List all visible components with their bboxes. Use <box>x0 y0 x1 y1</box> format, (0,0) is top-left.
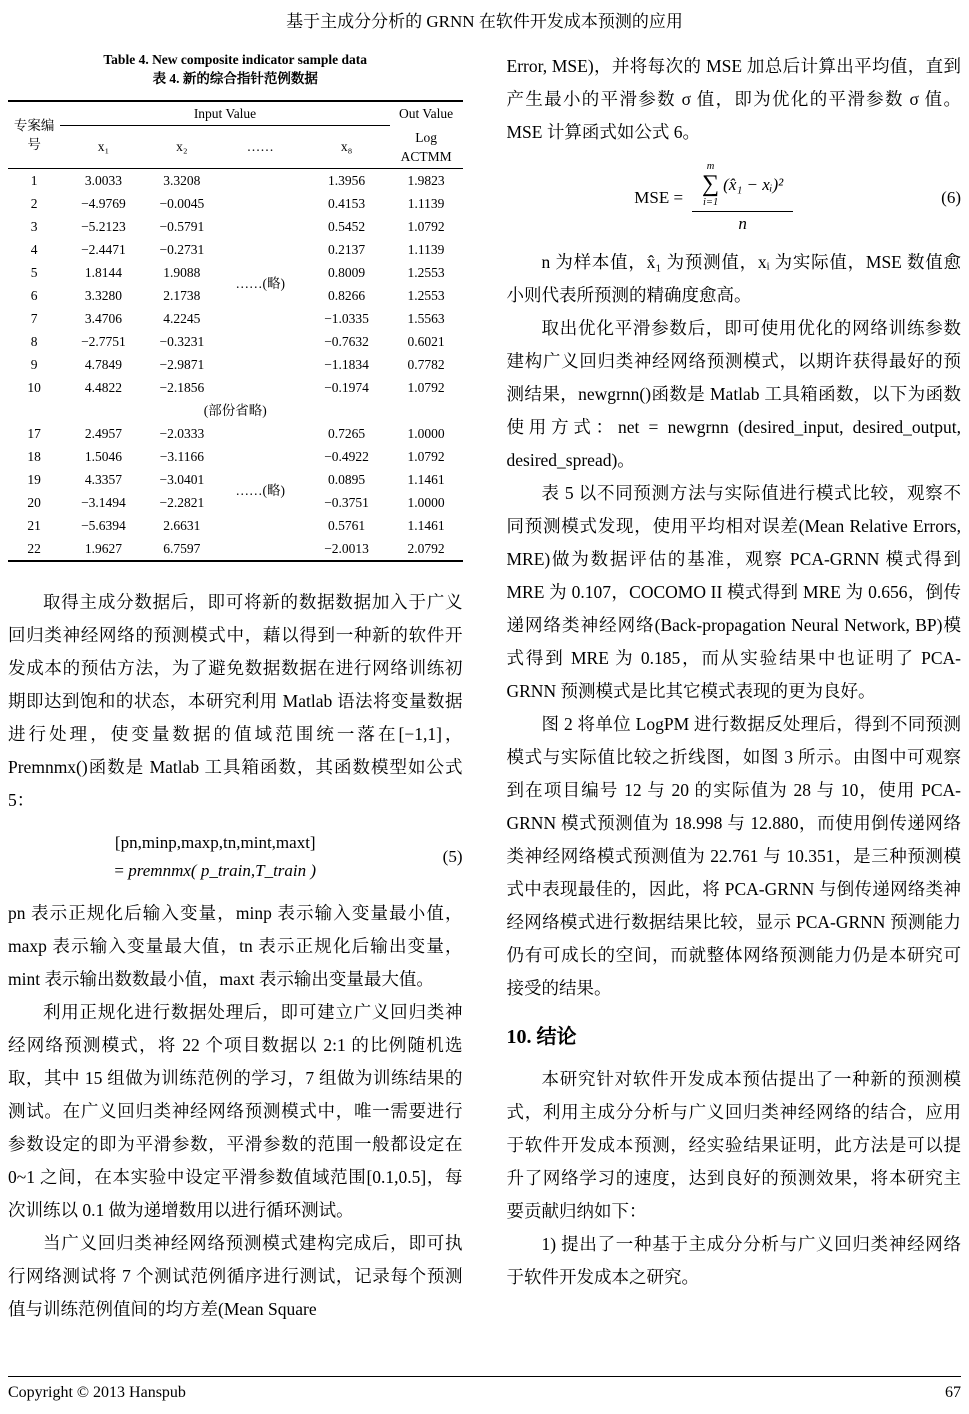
columns-omitted-cell: ……(略) <box>235 483 285 498</box>
paragraph-premnmx-vars: pn 表示正规化后输入变量，minp 表示输入变量最小值，maxp 表示输入变量最大值，tn 表示正规化后输出变量，mint 表示输出数数最小值，maxt 表示输出变量最大值。 <box>8 902 463 989</box>
x2-cell: 1.9088 <box>163 264 201 280</box>
table4 <box>8 100 463 562</box>
x8-cell: −1.1834 <box>324 356 369 372</box>
x1-cell: 1.9627 <box>84 540 122 556</box>
x2-cell: −2.0333 <box>159 425 205 441</box>
case-id-cell: 9 <box>30 356 38 372</box>
case-id-cell: 22 <box>27 540 41 556</box>
paragraph-newgrnn: 取出优化平滑参数后，即可使用优化的网络训练参数建构广义回归类神经网络预测模式，以期许获得最好的预测结果，newgrnn()函数是 Matlab 工具箱函数，以下为函数使用方式：net = newgrnn (desired_input, desired_output, desired_spread)。 <box>506 318 961 470</box>
col-group-out-value: Out Value <box>399 106 454 122</box>
eq6-body <box>507 161 922 234</box>
x1-cell: −3.1494 <box>81 494 126 510</box>
x2-cell: −3.0401 <box>159 471 205 487</box>
paragraph-network-test: 当广义回归类神经网络预测模式建构完成后，即可执行网络测试将 7 个测试范例循序进行测试，记录每个预测值与训练范例值间的均方差(Mean Square <box>8 1232 463 1319</box>
log-actmm-cell: 1.0792 <box>407 379 445 395</box>
paragraph-figure-comparison: 图 2 将单位 LogPM 进行数据反处理后，得到不同预测模式与实际值比较之折线图，如图 3 所示。由图中可观察到在项目编号 12 与 20 的实际值为 28 与 10，使用 PCA-GRNN 模式预测值为 18.998 与 12.880，而使用倒传递网络类神经网络模式预测值为 22.761 与 10.351，是三种预测模式中表现最佳的，因此，将 PCA-GRNN 与倒传递网络类神经网络模式进行数据结果比较，显示 PCA-GRNN 预测能力仍有可成长的空间，而就整体网络预测能力仍是本研究可接受的结果。 <box>506 714 961 998</box>
log-actmm-cell: 1.2553 <box>407 287 445 303</box>
log-actmm-cell: 0.6021 <box>407 333 445 349</box>
case-id-cell: 6 <box>30 287 38 303</box>
x8-cell: −0.1974 <box>324 379 369 395</box>
x1-cell: −4.9769 <box>81 195 126 211</box>
x1-cell: 4.3357 <box>84 471 122 487</box>
x8-cell: 0.4153 <box>328 195 366 211</box>
log-actmm-cell: 1.5563 <box>407 310 445 326</box>
x8-cell: 0.7265 <box>328 425 366 441</box>
x1-cell: 1.8144 <box>84 264 122 280</box>
equation-6 <box>507 161 962 234</box>
x8-cell: −2.0013 <box>324 540 369 556</box>
x2-cell: −3.1166 <box>159 448 204 464</box>
paragraph-mse-intro: Error, MSE)，并将每次的 MSE 加总后计算出平均值，直到产生最小的平滑参数 σ 值，即为优化的平滑参数 σ 值。MSE 计算函式如公式 6。 <box>506 56 961 142</box>
table4-header <box>8 101 463 168</box>
case-id-cell: 2 <box>30 195 38 211</box>
x8-cell: 0.5452 <box>328 218 366 234</box>
x8-cell: 1.3956 <box>328 172 366 188</box>
eq6-number: (6) <box>941 187 961 207</box>
x8-cell: −0.3751 <box>324 494 369 510</box>
case-id-cell: 20 <box>27 494 41 510</box>
x1-cell: −5.6394 <box>81 517 126 533</box>
case-id-cell: 21 <box>27 517 41 533</box>
eq6-sum-lower-limit: i=1 <box>702 197 719 208</box>
eq5-body <box>8 829 423 885</box>
x2-cell: 2.1738 <box>163 287 201 303</box>
paragraph-conclusion: 本研究针对软件开发成本预估提出了一种新的预测模式，利用主成分分析与广义回归类神经网络的结合，应用于软件开发成本预测，经实验结果证明，此方法是可以提升了网络学习的速度，达到良好的预测效果，将本研究主要贡献归纳如下： <box>506 1069 961 1221</box>
left-column <box>8 50 463 1326</box>
summation-icon <box>702 161 719 208</box>
case-id-cell: 1 <box>30 172 38 188</box>
eq6-sum-upper-limit: m <box>706 161 715 172</box>
case-id-cell: 19 <box>27 471 41 487</box>
x2-cell: −0.2731 <box>159 241 205 257</box>
eq5-number: (5) <box>442 846 463 866</box>
eq5-function-name: premnmx <box>128 860 191 880</box>
running-title: 基于主成分分析的 GRNN 在软件开发成本预测的应用 <box>286 12 683 31</box>
x8-cell: 0.5761 <box>328 517 366 533</box>
equation-5 <box>8 829 463 885</box>
x8-cell: 0.8266 <box>328 287 366 303</box>
footer-page-number: 67 <box>945 1384 961 1401</box>
eq6-denominator: n <box>738 214 747 233</box>
page-footer <box>8 1376 961 1410</box>
paragraph-contribution-1: 1) 提出了一种基于主成分分析与广义回归类神经网络于软件开发成本之研究。 <box>506 1234 961 1287</box>
eq6-squared-term: (x̂₁ − xᵢ)² <box>723 174 784 194</box>
x1-cell: 3.4706 <box>84 310 122 326</box>
paragraph-normalization: 利用正规化进行数据处理后，即可建立广义回归类神经网络预测模式，将 22 个项目数据以 2:1 的比例随机选取，其中 15 组做为训练范例的学习，7 组做为训练结果的测试。在广义回归类神经网络预测模式中，唯一需要进行参数设定的即为平滑参数，平滑参数的范围一般都设定在 0~1 之间，在本实验中设定平滑参数值域范围[0.1,0.5]，每次训练以 0.1 做为递增数用以进行循环测试。 <box>8 1001 463 1220</box>
log-actmm-cell: 1.1139 <box>407 241 445 257</box>
x1-cell: 3.0033 <box>84 172 122 188</box>
col-header-x1: x₁ <box>60 126 146 169</box>
right-column <box>507 50 962 1326</box>
paragraph-pca-data: 取得主成分数据后，即可将新的数据数据加入于广义回归类神经网络的预测模式中，藉以得到一种新的软件开发成本的预估方法，为了避免数据数据在进行网络训练初期即达到饱和的状态，本研究利用 Matlab 语法将变量数据进行处理，使变量数据的值域范围统一落在[−1,1]，Premnmx()函数是 Matlab 工具箱函数，其函数模型如公式 5： <box>8 591 463 810</box>
x2-cell: 2.6631 <box>163 517 201 533</box>
table4-caption-en: Table 4. New composite indicator sample data <box>103 52 368 67</box>
col-header-x2: x₂ <box>147 126 217 169</box>
case-id-cell: 4 <box>30 241 38 257</box>
x8-cell: −0.4922 <box>324 448 369 464</box>
col-header-log-actmm: Log ACTMM <box>390 126 463 169</box>
log-actmm-cell: 1.1139 <box>407 195 445 211</box>
x1-cell: 1.5046 <box>84 448 122 464</box>
eq5-line2 <box>114 857 316 885</box>
case-id-cell: 3 <box>30 218 38 234</box>
x8-cell: −0.7632 <box>324 333 369 349</box>
eq5-line1: [pn,minp,maxp,tn,mint,maxt] <box>114 832 316 852</box>
x1-cell: −5.2123 <box>81 218 126 234</box>
log-actmm-cell: 0.7782 <box>407 356 445 372</box>
x2-cell: −2.2821 <box>159 494 205 510</box>
table4-row <box>8 422 463 445</box>
x8-cell: −1.0335 <box>324 310 369 326</box>
x2-cell: −0.3231 <box>159 333 205 349</box>
col-header-x8: x₈ <box>303 126 389 169</box>
x1-cell: 4.7849 <box>84 356 122 372</box>
log-actmm-cell: 1.0792 <box>407 218 445 234</box>
log-actmm-cell: 1.0000 <box>407 494 445 510</box>
x8-cell: 0.0895 <box>328 471 366 487</box>
case-id-cell: 17 <box>27 425 41 441</box>
section-heading-conclusion: 10. 结论 <box>506 1026 577 1048</box>
table4-row <box>8 168 463 192</box>
log-actmm-cell: 1.2553 <box>407 264 445 280</box>
table4-subheader-row <box>8 126 463 169</box>
paragraph-mse-explanation: n 为样本值，x̂₁ 为预测值，xᵢ 为实际值，MSE 数值愈小则代表所预测的精确度愈高。 <box>506 252 961 305</box>
case-id-cell: 7 <box>30 310 38 326</box>
case-id-cell: 5 <box>30 264 38 280</box>
x8-cell: 0.2137 <box>328 241 366 257</box>
eq6-fraction <box>692 161 793 234</box>
col-group-input-value: Input Value <box>60 101 389 126</box>
case-id-cell: 10 <box>27 379 41 395</box>
eq6-numerator <box>692 161 793 212</box>
case-id-cell: 18 <box>27 448 41 464</box>
x2-cell: −2.1856 <box>159 379 205 395</box>
x8-cell: 0.8009 <box>328 264 366 280</box>
x1-cell: −2.4471 <box>81 241 126 257</box>
rows-omitted-row <box>8 399 463 422</box>
x1-cell: 4.4822 <box>84 379 122 395</box>
paragraph-mre-comparison: 表 5 以不同预测方法与实际值进行模式比较，观察不同预测模式发现，使用平均相对误差(Mean Relative Errors, MRE)做为数据评估的基准，观察 PCA-GRNN 模式得到 MRE 为 0.107，COCOMO II 模式得到 MRE 为 0.656，倒传递网络类神经网络(Back-propagation Neural Network, BP)模式得到 MRE 为 0.185，而从实验结果中也证明了 PCA-GRNN 预测模式是比其它模式表现的更为良好。 <box>506 483 961 701</box>
x2-cell: −2.9871 <box>159 356 205 372</box>
x2-cell: 3.3208 <box>163 172 201 188</box>
footer-copyright: Copyright © 2013 Hanspub <box>8 1384 186 1401</box>
col-header-case-id: 专案编号 <box>8 101 60 168</box>
x1-cell: 2.4957 <box>84 425 122 441</box>
x2-cell: 4.2245 <box>163 310 201 326</box>
eq6-lhs: MSE = <box>634 187 684 207</box>
eq6-row <box>634 161 793 234</box>
log-actmm-cell: 1.0792 <box>407 448 445 464</box>
page-content <box>8 50 961 1326</box>
table4-body <box>8 168 463 561</box>
log-actmm-cell: 1.1461 <box>407 471 445 487</box>
table4-group-header-row <box>8 101 463 126</box>
eq5-arguments: ( p_train,T_train ) <box>190 860 317 880</box>
x2-cell: −0.5791 <box>159 218 205 234</box>
x1-cell: −2.7751 <box>81 333 126 349</box>
x1-cell: 3.3280 <box>84 287 122 303</box>
rows-omitted-cell: (部份省略) <box>203 402 267 418</box>
col-header-dots: …… <box>217 126 303 169</box>
x2-cell: 6.7597 <box>163 540 201 556</box>
table4-caption-zh: 表 4. 新的综合指针范例数据 <box>152 71 318 86</box>
eq5-equals: = <box>114 860 129 880</box>
log-actmm-cell: 1.0000 <box>407 425 445 441</box>
columns-omitted-cell: ……(略) <box>235 276 285 291</box>
eq6-sigma-symbol: ∑ <box>702 171 720 197</box>
case-id-cell: 8 <box>30 333 38 349</box>
log-actmm-cell: 1.1461 <box>407 517 445 533</box>
x2-cell: −0.0045 <box>159 195 205 211</box>
log-actmm-cell: 2.0792 <box>407 540 445 556</box>
log-actmm-cell: 1.9823 <box>407 172 445 188</box>
